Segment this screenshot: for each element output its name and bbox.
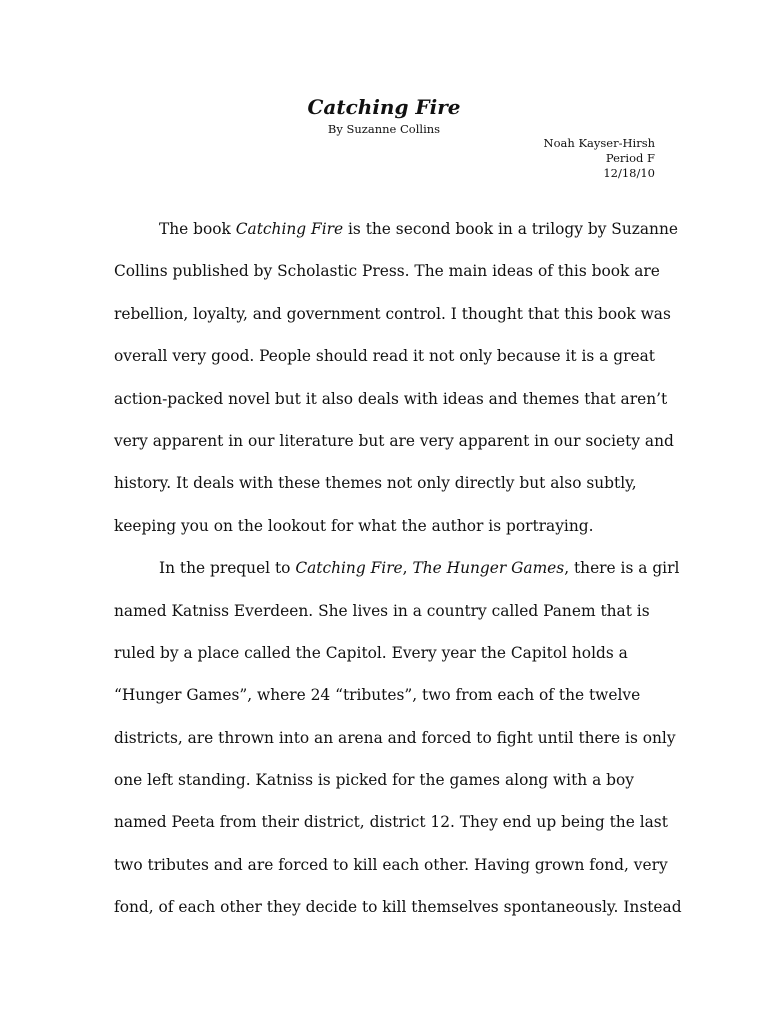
text-run: The book (159, 220, 236, 238)
document-date: 12/18/10 (603, 166, 655, 180)
paragraph-2-line-5: districts, are thrown into an arena and forced to fight until there is only (114, 728, 676, 747)
book-title-italic: Catching Fire (235, 220, 344, 238)
student-name: Noah Kayser-Hirsh (543, 136, 655, 150)
text-run: , (402, 559, 413, 578)
paragraph-2-line-8: two tributes and are forced to kill each other. Having grown fond, very (114, 855, 668, 874)
book-title-italic: Catching Fire (295, 559, 403, 578)
essay-body (114, 208, 682, 929)
paragraph-1-line-5: action-packed novel but it also deals with ideas and themes that aren’t (114, 389, 668, 408)
paragraph-2-line-7: named Peeta from their district, district 12. They end up being the last (114, 813, 668, 832)
paragraph-2-line-2: named Katniss Everdeen. She lives in a country called Panem that is (114, 601, 650, 620)
document-title: Catching Fire (307, 95, 461, 119)
paragraph-1-line-2: Collins published by Scholastic Press. The main ideas of this book are (114, 262, 660, 281)
text-run: In the prequel to (159, 559, 296, 578)
class-period: Period F (605, 151, 655, 165)
paragraph-1-line-3: rebellion, loyalty, and government control. I thought that this book was (114, 304, 671, 323)
paragraph-2-line-3: ruled by a place called the Capitol. Every year the Capitol holds a (114, 643, 628, 662)
paragraph-1-line-1 (114, 208, 678, 250)
paragraph-2-line-6: one left standing. Katniss is picked for the games along with a boy (114, 771, 634, 790)
paragraph-1-line-6: very apparent in our literature but are very apparent in our society and (114, 431, 674, 450)
paragraph-2-line-1 (114, 547, 680, 589)
paragraph-1-line-7: history. It deals with these themes not only directly but also subtly, (114, 474, 637, 493)
text-run: is the second book in a trilogy by Suzanne (343, 220, 678, 238)
text-run: , there is a girl (564, 559, 680, 578)
paragraph-2-line-4: “Hunger Games”, where 24 “tributes”, two from each of the twelve (114, 686, 641, 705)
book-title-italic: The Hunger Games (412, 559, 565, 578)
paragraph-2-line-9: fond, of each other they decide to kill themselves spontaneously. Instead (114, 898, 682, 917)
document-byline: By Suzanne Collins (327, 122, 441, 136)
student-info-block (544, 136, 655, 181)
paragraph-1-line-8: keeping you on the lookout for what the author is portraying. (114, 516, 594, 535)
paragraph-1-line-4: overall very good. People should read it not only because it is a great (114, 347, 655, 366)
